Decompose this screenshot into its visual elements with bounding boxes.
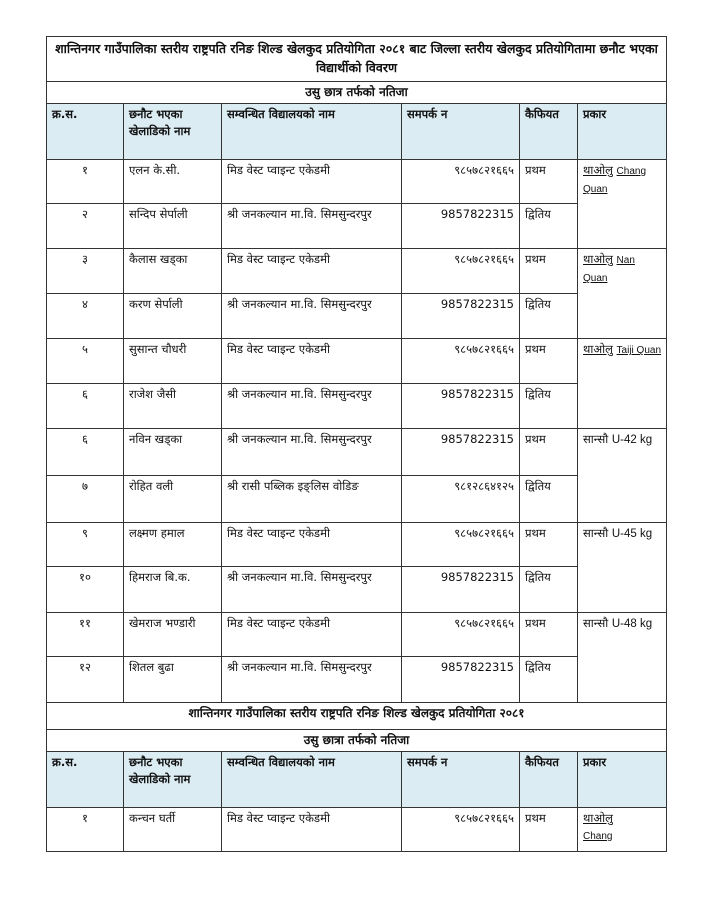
cell-sn: ३ bbox=[47, 249, 124, 294]
cell-school: मिड वेस्ट प्वाइन्ट एकेडमी bbox=[222, 613, 402, 657]
cell-school: श्री जनकल्यान मा.वि. सिमसुन्दरपुर bbox=[222, 429, 402, 476]
header-school: सम्वन्धित विद्यालयको नाम bbox=[222, 752, 402, 808]
cell-name: एलन के.सी. bbox=[124, 160, 222, 204]
header-row-2 bbox=[47, 752, 667, 808]
cell-name: करण सेर्पाली bbox=[124, 294, 222, 339]
cell-sn: २ bbox=[47, 204, 124, 249]
cell-type bbox=[578, 249, 667, 339]
cell-remark: प्रथम bbox=[520, 249, 578, 294]
cell-name: लक्ष्मण हमाल bbox=[124, 523, 222, 567]
cell-name: खेमराज भण्डारी bbox=[124, 613, 222, 657]
header-remark: कैफियत bbox=[520, 752, 578, 808]
cell-school: श्री जनकल्यान मा.वि. सिमसुन्दरपुर bbox=[222, 384, 402, 429]
cell-type bbox=[578, 613, 667, 703]
cell-contact: 9857822315 bbox=[402, 429, 520, 476]
table-row bbox=[47, 476, 667, 523]
section-title-girls: उसु छात्रा तर्फको नतिजा bbox=[47, 730, 667, 752]
cell-school: श्री रासी पब्लिक इङ्लिस वोडिङ bbox=[222, 476, 402, 523]
cell-sn: ५ bbox=[47, 339, 124, 384]
section-row-2 bbox=[47, 730, 667, 752]
table-row bbox=[47, 249, 667, 294]
cell-sn: ४ bbox=[47, 294, 124, 339]
type-ne: सान्सौ bbox=[583, 616, 609, 630]
cell-contact: 9857822315 bbox=[402, 204, 520, 249]
table-row bbox=[47, 294, 667, 339]
title-row bbox=[47, 37, 667, 82]
type-en: U-45 kg bbox=[611, 528, 653, 540]
section-title-boys: उसु छात्र तर्फको नतिजा bbox=[47, 82, 667, 104]
type-ne: थाओलु bbox=[583, 811, 613, 825]
cell-name: नविन खड्का bbox=[124, 429, 222, 476]
cell-type bbox=[578, 808, 667, 852]
type-ne: थाओलु bbox=[583, 252, 613, 266]
type-en: Chang Quan bbox=[583, 166, 647, 195]
table-row bbox=[47, 204, 667, 249]
header-contact: समपर्क न bbox=[402, 752, 520, 808]
cell-name: कन्चन घर्ती bbox=[124, 808, 222, 852]
cell-type bbox=[578, 339, 667, 429]
table-row bbox=[47, 808, 667, 852]
cell-remark: द्वितिय bbox=[520, 657, 578, 703]
cell-contact: ९८५७८२१६६५ bbox=[402, 249, 520, 294]
results-table bbox=[46, 36, 667, 852]
cell-sn: ६ bbox=[47, 429, 124, 476]
cell-school: मिड वेस्ट प्वाइन्ट एकेडमी bbox=[222, 249, 402, 294]
cell-contact: ९८५७८२१६६५ bbox=[402, 613, 520, 657]
cell-school: श्री जनकल्यान मा.वि. सिमसुन्दरपुर bbox=[222, 657, 402, 703]
cell-school: श्री जनकल्यान मा.वि. सिमसुन्दरपुर bbox=[222, 294, 402, 339]
cell-contact: 9857822315 bbox=[402, 294, 520, 339]
cell-name: सन्दिप सेर्पाली bbox=[124, 204, 222, 249]
cell-contact: 9857822315 bbox=[402, 567, 520, 613]
cell-remark: द्वितिय bbox=[520, 204, 578, 249]
cell-contact: ९८५७८२१६६५ bbox=[402, 523, 520, 567]
cell-contact: 9857822315 bbox=[402, 657, 520, 703]
cell-school: मिड वेस्ट प्वाइन्ट एकेडमी bbox=[222, 808, 402, 852]
type-ne: थाओलु bbox=[583, 342, 613, 356]
cell-remark: प्रथम bbox=[520, 808, 578, 852]
document-title: शान्तिनगर गाउँपालिका स्तरीय राष्ट्रपति रनिङ शिल्ड खेलकुद प्रतियोगिता २०८१ बाट जिल्ला स्तरीय खेलकुद प्रतियोगितामा छनौट भएका विद्यार्थीको विवरण bbox=[47, 37, 667, 82]
header-school: सम्वन्धित विद्यालयको नाम bbox=[222, 104, 402, 160]
cell-name: शितल बुढा bbox=[124, 657, 222, 703]
table-row bbox=[47, 160, 667, 204]
cell-name: रोहित वली bbox=[124, 476, 222, 523]
cell-sn: ७ bbox=[47, 476, 124, 523]
cell-contact: ९८५७८२१६६५ bbox=[402, 160, 520, 204]
type-ne: सान्सौ bbox=[583, 432, 609, 446]
cell-remark: प्रथम bbox=[520, 160, 578, 204]
header-player: छनौट भएका खेलाडिको नाम bbox=[124, 752, 222, 808]
cell-school: मिड वेस्ट प्वाइन्ट एकेडमी bbox=[222, 160, 402, 204]
cell-school: मिड वेस्ट प्वाइन्ट एकेडमी bbox=[222, 339, 402, 384]
cell-type bbox=[578, 160, 667, 249]
cell-school: मिड वेस्ट प्वाइन्ट एकेडमी bbox=[222, 523, 402, 567]
cell-school: श्री जनकल्यान मा.वि. सिमसुन्दरपुर bbox=[222, 204, 402, 249]
header-type: प्रकार bbox=[578, 104, 667, 160]
cell-sn: ११ bbox=[47, 613, 124, 657]
cell-remark: द्वितिय bbox=[520, 294, 578, 339]
type-ne: थाओलु bbox=[583, 163, 613, 177]
document-title-2: शान्तिनगर गाउँपालिका स्तरीय राष्ट्रपति रनिङ शिल्ड खेलकुद प्रतियोगिता २०८१ bbox=[47, 703, 667, 730]
cell-remark: द्वितिय bbox=[520, 476, 578, 523]
cell-sn: ६ bbox=[47, 384, 124, 429]
cell-name: राजेश जैसी bbox=[124, 384, 222, 429]
cell-contact: 9857822315 bbox=[402, 384, 520, 429]
cell-type bbox=[578, 429, 667, 523]
cell-remark: द्वितिय bbox=[520, 567, 578, 613]
cell-remark: प्रथम bbox=[520, 523, 578, 567]
type-ne: सान्सौ bbox=[583, 526, 609, 540]
cell-sn: १ bbox=[47, 808, 124, 852]
table-row bbox=[47, 613, 667, 657]
type-en: Taiji Quan bbox=[616, 345, 662, 356]
cell-remark: प्रथम bbox=[520, 429, 578, 476]
type-en: Nan Quan bbox=[583, 255, 635, 284]
table-row bbox=[47, 567, 667, 613]
cell-name: सुसान्त चौधरी bbox=[124, 339, 222, 384]
cell-remark: प्रथम bbox=[520, 339, 578, 384]
type-en: Chang bbox=[583, 831, 613, 842]
results-document bbox=[46, 36, 666, 852]
cell-sn: ९ bbox=[47, 523, 124, 567]
cell-contact: ९८१२८६४१२५ bbox=[402, 476, 520, 523]
table-row bbox=[47, 657, 667, 703]
table-row bbox=[47, 523, 667, 567]
type-en: U-48 kg bbox=[611, 618, 653, 630]
header-contact: समपर्क न bbox=[402, 104, 520, 160]
cell-remark: प्रथम bbox=[520, 613, 578, 657]
cell-sn: १ bbox=[47, 160, 124, 204]
header-type: प्रकार bbox=[578, 752, 667, 808]
cell-sn: १२ bbox=[47, 657, 124, 703]
cell-contact: ९८५७८२१६६५ bbox=[402, 339, 520, 384]
header-row bbox=[47, 104, 667, 160]
header-sn: क्र.स. bbox=[47, 104, 124, 160]
table-row bbox=[47, 429, 667, 476]
cell-name: कैलास खड्का bbox=[124, 249, 222, 294]
table-row bbox=[47, 339, 667, 384]
title-row-2 bbox=[47, 703, 667, 730]
cell-sn: १० bbox=[47, 567, 124, 613]
cell-type bbox=[578, 523, 667, 613]
cell-school: श्री जनकल्यान मा.वि. सिमसुन्दरपुर bbox=[222, 567, 402, 613]
type-en: U-42 kg bbox=[611, 434, 653, 446]
cell-contact: ९८५७८२१६६५ bbox=[402, 808, 520, 852]
section-row bbox=[47, 82, 667, 104]
cell-remark: द्वितिय bbox=[520, 384, 578, 429]
header-sn: क्र.स. bbox=[47, 752, 124, 808]
header-player: छनौट भएका खेलाडिको नाम bbox=[124, 104, 222, 160]
cell-name: हिमराज बि.क. bbox=[124, 567, 222, 613]
table-row bbox=[47, 384, 667, 429]
header-remark: कैफियत bbox=[520, 104, 578, 160]
